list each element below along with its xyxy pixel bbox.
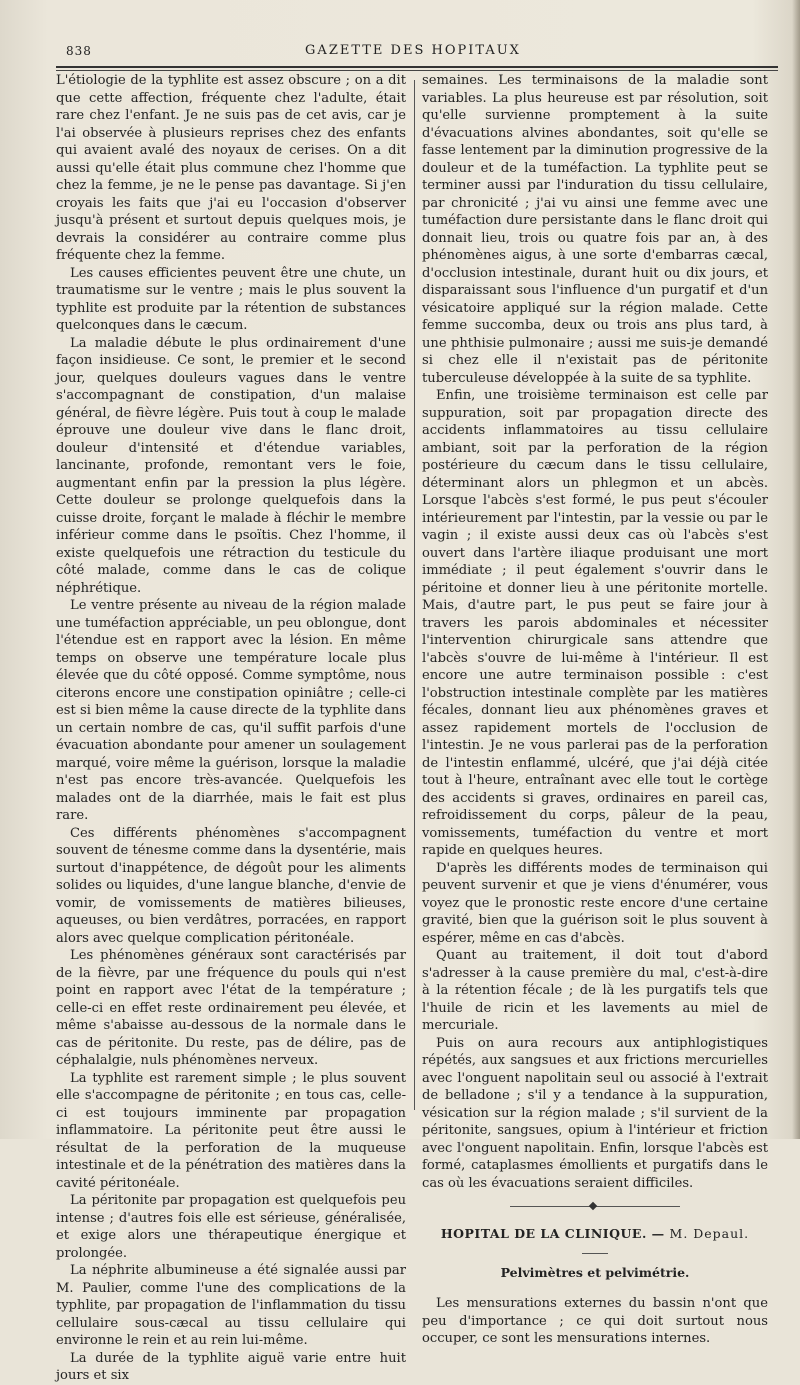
paragraph: Les phénomènes généraux sont caractérisés par de la fièvre, par une fréquence du pouls qui n'est point en rapport avec l'état de la température ; celle-ci en effet reste ordinairement peu élevée, et même s'abaisse au-dessous de la normale dans le cas de péritonite. Du reste, pas de délire, pas de céphalalgie, nuls phénomènes nerveux.	[56, 948, 406, 1068]
separator-ornament	[589, 1202, 597, 1210]
paragraph: Les causes efficientes peuvent être une chute, un traumatisme sur le ventre ; mais le plus souvent la typhlite est produite par la rétention de substances quelconques dans le cæcum.	[56, 265, 406, 333]
paragraph: Les mensurations externes du bassin n'ont que peu d'importance ; ce qui doit surtout nous occuper, ce sont les mensurations internes.	[422, 1296, 768, 1346]
paragraph: D'après les différents modes de terminaison qui peuvent survenir et que je viens d'énumérer, vous voyez que le pronostic reste encore d'une certaine gravité, bien que la guérison soit le plus souvent à espérer, même en cas d'abcès.	[422, 860, 768, 946]
section-heading-title: HOPITAL DE LA CLINIQUE. —	[440, 1226, 665, 1241]
paragraph: Enfin, une troisième terminaison est celle par suppuration, soit par propagation directe des accidents inflammatoires au tissu cellulaire ambiant, soit par la perforation de la région postérieure du cæcum dans le tissu cellulaire, déterminant alors un phlegmon et un abcès. Lorsque l'abcès s'est formé, le pus peut s'écouler intérieurement par l'intestin, par la vessie ou par le vagin ; il existe aussi deux cas où l'abcès s'est ouvert dans l'artère iliaque produisant une mort immédiate ; il peut également s'ouvrir dans le péritoine et donner lieu à une péritonite mortelle. Mais, d'autre part, le pus peut se faire jour à travers les parois abdominales et nécessiter l'intervention chirurgicale sans attendre que l'abcès s'ouvre de lui-même à l'intérieur. Il est encore une autre terminaison possible : c'est l'obstruction intestinale complète par les matières fécales, donnant lieu aux phénomènes graves et assez rapidement mortels de l'occlusion de l'intestin. Je ne vous parlerai pas de la perforation de l'intestin enflammé, ulcéré, que j'ai déjà citée tout à l'heure, entraînant avec elle tout le cortège des accidents si graves, ordinaires en pareil cas, refroidissement du corps, pâleur de la peau, vomissements, tuméfaction du ventre et mort rapide en quelques heures.	[422, 388, 768, 858]
page-edge-shadow	[792, 0, 800, 1139]
paragraph: La typhlite est rarement simple ; le plus souvent elle s'accompagne de péritonite ; en tous cas, celle-ci est toujours imminente par propagation inflammatoire. La péritonite peut être aussi le résultat de la perforation de la muqueuse intestinale et de la pénétration des matières dans la cavité péritonéale.	[56, 1070, 406, 1191]
column-divider	[414, 80, 415, 1110]
paragraph: semaines. Les terminaisons de la maladie sont variables. La plus heureuse est par résolution, soit qu'elle survienne promptement à la suite d'évacuations alvines abondantes, soit qu'elle se fasse lentement par la diminution progressive de la douleur et de la tuméfaction. La typhlite peut se terminer aussi par l'induration du tissu cellulaire, par chronicité ; j'ai vu ainsi une femme avec une tuméfaction dure persistante dans le flanc droit qui donnait lieu, trois ou quatre fois par an, à des phénomènes aigus, à une sorte d'embarras cæcal, d'occlusion intestinale, durant huit ou dix jours, et disparaissant sous l'influence d'un purgatif et d'un vésicatoire appliqué sur la région malade. Cette femme succomba, deux ou trois ans plus tard, à une phthisie pulmonaire ; aussi me suis-je demandé si chez elle il n'existait pas de péritonite tuberculeuse développée à la suite de sa typhlite.	[422, 73, 768, 386]
right-column	[422, 72, 768, 1346]
page-number: 838	[66, 44, 92, 58]
paragraph: L'étiologie de la typhlite est assez obscure ; on a dit que cette affection, fréquente chez l'adulte, était rare chez l'enfant. Je ne suis pas de cet avis, car je l'ai observée à plusieurs reprises chez des enfants qui avaient avalé des noyaux de cerises. On a dit aussi qu'elle était plus commune chez l'homme que chez la femme, je ne le pense pas davantage. Si j'en croyais les faits que j'ai eu l'occasion d'observer jusqu'à présent et surtout depuis quelques mois, je devrais la considérer au contraire comme plus fréquente chez la femme.	[56, 73, 406, 263]
paragraph: La durée de la typhlite aiguë varie entre huit jours et six	[56, 1350, 406, 1383]
left-column	[56, 72, 406, 1383]
journal-title: GAZETTE DES HOPITAUX	[305, 43, 521, 58]
section-heading-author: M. Depaul.	[669, 1226, 750, 1241]
paragraph: Quant au traitement, il doit tout d'abord s'adresser à la cause première du mal, c'est-à-dire à la rétention fécale ; de là les purgatifs tels que l'huile de ricin et les lavements au miel de mercuriale.	[422, 948, 768, 1033]
paragraph: Puis on aura recours aux antiphlogistiques répétés, aux sangsues et aux frictions mercurielles avec l'onguent napolitain seul ou associé à l'extrait de belladone ; s'il y a tendance à la suppuration, vésication sur la région malade ; s'il survient de la péritonite, sangsues, opium à l'intérieur et friction avec l'onguent napolitain. Enfin, lorsque l'abcès est formé, cataplasmes émollients et purgatifs dans le cas où les évacuations seraient difficiles.	[422, 1035, 768, 1191]
paragraph: Le ventre présente au niveau de la région malade une tuméfaction appréciable, un peu oblongue, dont l'étendue est en rapport avec la lésion. En même temps on observe une température locale plus élevée que du côté opposé. Comme symptôme, nous citerons encore une constipation opiniâtre ; celle-ci est si bien même la cause directe de la typhlite dans un certain nombre de cas, qu'il suffit parfois d'une évacuation abondante pour amener un soulagement marqué, voire même la guérison, lorsque la maladie n'est pas encore très-avancée. Quelquefois les malades ont de la diarrhée, mais le fait est plus rare.	[56, 598, 406, 823]
heading-rule	[582, 1253, 608, 1254]
paragraph: La péritonite par propagation est quelquefois peu intense ; d'autres fois elle est sérieuse, généralisée, et exige alors une thérapeutique énergique et prolongée.	[56, 1193, 406, 1261]
header-rule	[56, 66, 778, 71]
sub-heading: Pelvimètres et pelvimétrie.	[500, 1264, 690, 1280]
paragraph: Ces différents phénomènes s'accompagnent souvent de ténesme comme dans la dysentérie, mais surtout d'inappétence, de dégoût pour les aliments solides ou liquides, d'une langue blanche, d'envie de vomir, de vomissements de matières bilieuses, aqueuses, ou bien verdâtres, porracées, en rapport alors avec quelque complication péritonéale.	[56, 825, 406, 946]
paragraph: La néphrite albumineuse a été signalée aussi par M. Paulier, comme l'une des complications de la typhlite, par propagation de l'inflammation du tissu cellulaire sous-cæcal au tissu cellulaire qui environne le rein et au rein lui-même.	[56, 1263, 406, 1348]
section-heading	[422, 1225, 768, 1243]
paragraph: La maladie débute le plus ordinairement d'une façon insidieuse. Ce sont, le premier et le second jour, quelques douleurs vagues dans le ventre s'accompagnant de constipation, d'un malaise général, de fièvre légère. Puis tout à coup le malade éprouve une douleur vive dans le flanc droit, douleur d'intensité et d'étendue variables, lancinante, profonde, remontant vers le foie, augmentant enfin par la pression la plus légère. Cette douleur se prolonge quelquefois dans la cuisse droite, forçant le malade à fléchir le membre inférieur comme dans le psoïtis. Chez l'homme, il existe quelquefois une rétraction du testicule du côté malade, comme dans le cas de colique néphrétique.	[56, 335, 406, 596]
page-header	[56, 38, 770, 64]
section-separator	[510, 1206, 680, 1213]
